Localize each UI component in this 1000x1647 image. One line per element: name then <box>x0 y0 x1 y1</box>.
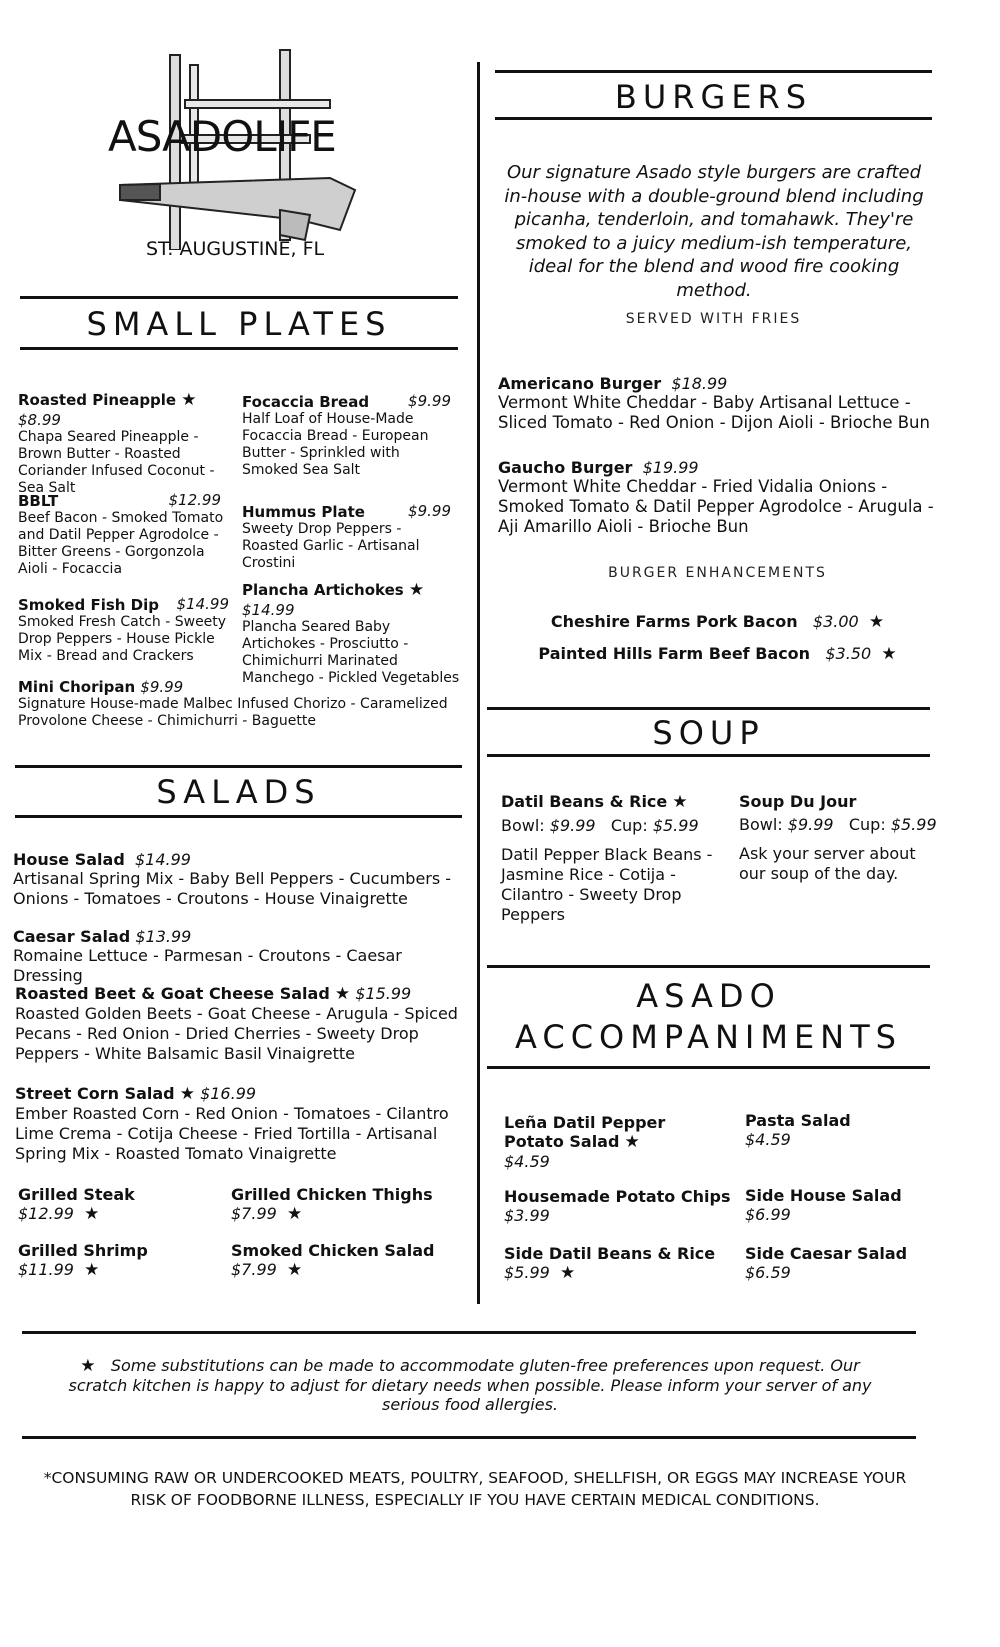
served-with-fries: SERVED WITH FRIES <box>625 311 802 327</box>
star-icon: ★ <box>868 612 885 632</box>
footer-top-rule <box>22 1331 916 1334</box>
star-icon: ★ <box>84 1260 100 1280</box>
star-icon: ★ <box>624 1132 640 1152</box>
star-icon: ★ <box>286 1204 303 1224</box>
menu-item: Hummus Plate $9.99 Sweety Drop Peppers - Roasted Garlic - Artisanal Crostini <box>242 502 451 571</box>
burger-enhancements-title: BURGER ENHANCEMENTS <box>608 565 827 581</box>
soup-item: Soup Du Jour Bowl: $9.99 Cup: $5.99 Ask your server about our soup of the day. <box>739 792 937 883</box>
star-icon: ★ <box>408 580 425 600</box>
star-icon: ★ <box>84 1204 100 1224</box>
soup-top-rule <box>487 707 930 710</box>
small-plates-title: SMALL PLATES <box>86 305 392 343</box>
accompaniments-title-line2: ACCOMPANIMENTS <box>515 1018 902 1056</box>
accompaniment-item: Side House Salad $6.99 <box>745 1186 902 1224</box>
addon-item: Grilled Steak $12.99 ★ <box>18 1185 135 1224</box>
accompaniments-title-line1: ASADO <box>636 977 781 1015</box>
gluten-free-note: ★ Some substitutions can be made to accommodate gluten-free preferences upon request. Our scratch kitchen is happy to adjust for dietary needs when possible. Please inform your server of any serious food allergies. <box>68 1356 872 1414</box>
burgers-intro: Our signature Asado style burgers are crafted in-house with a double-ground blend including picanha, tenderloin, and tomahawk. They're smoked to a juicy medium-ish temperature, ideal for the blend and wood fire cooking method. <box>504 162 924 301</box>
burgers-bottom-rule <box>495 117 932 120</box>
star-icon: ★ <box>334 984 351 1004</box>
accompaniment-item: Pasta Salad $4.59 <box>745 1111 851 1149</box>
burgers-top-rule <box>495 70 932 73</box>
star-icon: ★ <box>181 390 197 410</box>
menu-item: Americano Burger $18.99 Vermont White Cheddar - Baby Artisanal Lettuce - Sliced Tomato - Red Onion - Dijon Aioli - Brioche Bun <box>498 374 930 432</box>
menu-item: Smoked Fish Dip $14.99 Smoked Fresh Catch - Sweety Drop Peppers - House Pickle Mix - Bread and Crackers <box>18 595 229 664</box>
accompaniment-item: Side Caesar Salad $6.59 <box>745 1244 908 1282</box>
menu-item: Roasted Pineapple ★ $8.99 Chapa Seared Pineapple - Brown Butter - Roasted Coriander Infused Coconut - Sea Salt <box>18 390 215 496</box>
addon-item: Smoked Chicken Salad $7.99 ★ <box>231 1241 435 1280</box>
menu-item: House Salad $14.99 Artisanal Spring Mix - Baby Bell Peppers - Cucumbers - Onions - Tomatoes - Croutons - House Vinaigrette <box>13 850 452 908</box>
center-divider <box>477 62 480 1304</box>
small-plates-bottom-rule <box>20 347 458 350</box>
menu-item: Gaucho Burger $19.99 Vermont White Cheddar - Fried Vidalia Onions - Smoked Tomato & Datil Pepper Agrodolce - Arugula - Aji Amarillo Aioli - Brioche Bun <box>498 458 934 536</box>
salads-title: SALADS <box>156 773 321 811</box>
accompaniments-top-rule <box>487 965 930 968</box>
addon-item: Grilled Chicken Thighs $7.99 ★ <box>231 1185 433 1224</box>
enhancement-item: Cheshire Farms Pork Bacon $3.00 ★ <box>550 612 885 632</box>
star-icon: ★ <box>559 1263 576 1283</box>
salads-top-rule <box>15 765 462 768</box>
logo-wordmark: ASADOLIFE <box>108 112 336 161</box>
star-icon: ★ <box>672 792 688 812</box>
menu-item: Caesar Salad $13.99 Romaine Lettuce - Parmesan - Croutons - Caesar Dressing <box>13 927 402 985</box>
menu-item: Plancha Artichokes ★ $14.99 Plancha Seared Baby Artichokes - Prosciutto - Chimichurri Marinated Manchego - Pickled Vegetables <box>242 580 460 686</box>
small-plates-top-rule <box>20 296 458 299</box>
soup-item: Datil Beans & Rice ★ Bowl: $9.99 Cup: $5.99 Datil Pepper Black Beans - Jasmine Rice - Cotija - Cilantro - Sweety Drop Peppers <box>501 792 713 924</box>
star-icon: ★ <box>881 644 897 664</box>
accompaniment-item: Housemade Potato Chips $3.99 <box>504 1187 731 1225</box>
soup-title: SOUP <box>652 714 765 752</box>
enhancement-item: Painted Hills Farm Beef Bacon $3.50 ★ <box>538 644 897 664</box>
consumer-advisory: *CONSUMING RAW OR UNDERCOOKED MEATS, POULTRY, SEAFOOD, SHELLFISH, OR EGGS MAY INCREASE YOUR RISK OF FOODBORNE ILLNESS, ESPECIALLY IF YOU HAVE CERTAIN MEDICAL CONDITIONS. <box>43 1469 907 1509</box>
menu-item: Roasted Beet & Goat Cheese Salad ★ $15.99 Roasted Golden Beets - Goat Cheese - Arugula - Spiced Pecans - Red Onion - Dried Cherries - Sweety Drop Peppers - White Balsamic Basil Vinaigrette <box>15 984 458 1063</box>
accompaniment-item: Leña Datil Pepper Potato Salad ★ $4.59 <box>504 1113 666 1171</box>
soup-bottom-rule <box>487 754 930 757</box>
menu-item: Focaccia Bread $9.99 Half Loaf of House-Made Focaccia Bread - European Butter - Sprinkled with Smoked Sea Salt <box>242 392 451 478</box>
addon-item: Grilled Shrimp $11.99 ★ <box>18 1241 148 1280</box>
accompaniment-item: Side Datil Beans & Rice $5.99 ★ <box>504 1244 716 1283</box>
salads-bottom-rule <box>15 815 462 818</box>
star-icon: ★ <box>179 1084 195 1104</box>
burgers-title: BURGERS <box>614 78 813 116</box>
star-icon: ★ <box>80 1356 96 1376</box>
menu-item: Street Corn Salad ★ $16.99 Ember Roasted Corn - Red Onion - Tomatoes - Cilantro Lime Crema - Cotija Cheese - Fried Tortilla - Artisanal Spring Mix - Roasted Tomato Vinaigrette <box>15 1084 449 1163</box>
star-icon: ★ <box>286 1260 303 1280</box>
accompaniments-bottom-rule <box>487 1066 930 1069</box>
logo-location: ST. AUGUSTINE, FL <box>146 238 325 260</box>
menu-item: BBLT $12.99 Beef Bacon - Smoked Tomato and Datil Pepper Agrodolce - Bitter Greens - Gorgonzola Aioli - Focaccia <box>18 491 224 577</box>
footer-bottom-rule <box>22 1436 916 1439</box>
menu-item: Mini Choripan $9.99 Signature House-made Malbec Infused Chorizo - Caramelized Provolone Cheese - Chimichurri - Baguette <box>18 678 448 729</box>
logo <box>100 40 400 290</box>
